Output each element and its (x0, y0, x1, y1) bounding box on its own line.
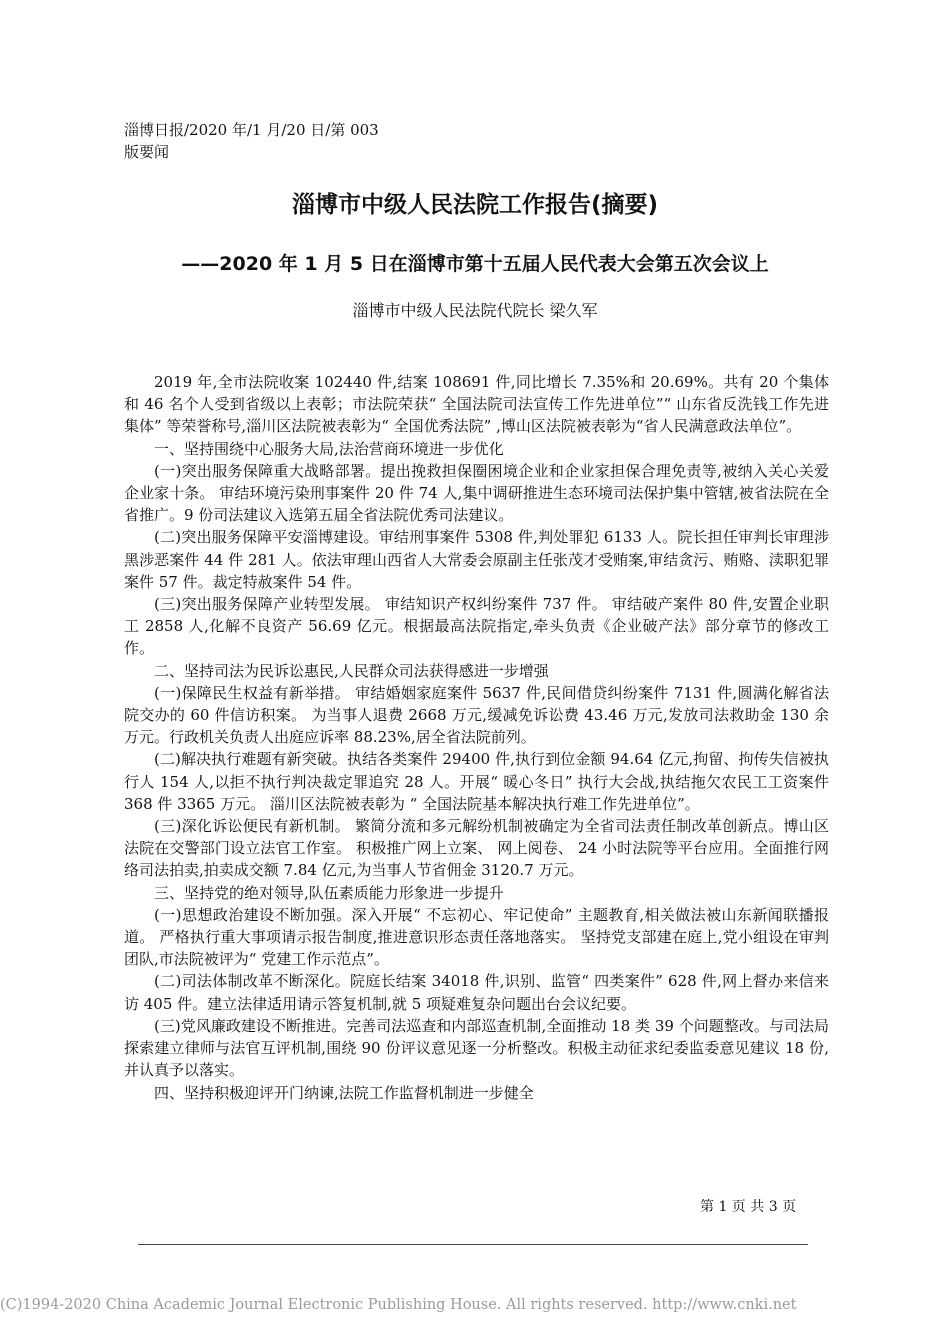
article-body (124, 371, 829, 1104)
section-heading: 一、坚持围绕中心服务大局,法治营商环境进一步优化 (154, 439, 504, 458)
section-heading: 三、坚持党的绝对领导,队伍素质能力形象进一步提升 (154, 883, 504, 902)
section-heading: 四、坚持积极迎评开门纳谏,法院工作监督机制进一步健全 (154, 1083, 534, 1102)
paragraph: (一)思想政治建设不断加强。深入开展“ 不忘初心、牢记使命” 主题教育,相关做法被山东新闻联播报道。 严格执行重大事项请示报告制度,推进意识形态责任落地落实。 坚持党支部建在庭上,党小组设在审判团队,市法院被评为“ 党建工作示范点”。 (124, 905, 829, 969)
page-title: 淄博市中级人民法院工作报告(摘要) (291, 192, 659, 218)
page-number: 第 1 页 共 3 页 (700, 1199, 797, 1215)
paragraph: 2019 年,全市法院收案 102440 件,结案 108691 件,同比增长 7.35%和 20.69%。共有 20 个集体和 46 名个人受到省级以上表彰；市法院荣获“ 全国法院司法宣传工作先进单位”“ 山东省反洗钱工作先进集体” 等荣誉称号,淄川区法院被表彰为“ 全国优秀法院” ,博山区法院被表彰为“省人民满意政法单位”。 (124, 373, 829, 436)
paragraph: (一)保障民生权益有新举措。 审结婚姻家庭案件 5637 件,民间借贷纠纷案件 7131 件,圆满化解省法院交办的 60 件信访积案。 为当事人退费 2668 万元,缓减免诉讼费 43.46 万元,发放司法救助金 130 余万元。行政机关负责人出庭应诉率 88.23%,居全省法院前列。 (124, 683, 829, 747)
section-heading: 二、坚持司法为民诉讼惠民,人民群众司法获得感进一步增强 (154, 661, 549, 680)
source-line: 版要闻 (124, 143, 170, 161)
paragraph: (二)突出服务保障平安淄博建设。审结刑事案件 5308 件,判处罪犯 6133 人。院长担任审判长审理涉黑涉恶案件 44 件 281 人。依法审理山西省人大常委会原副主任张茂才受贿案,审结贪污、贿赂、渎职犯罪案件 57 件。裁定特赦案件 54 件。 (124, 528, 829, 591)
paragraph: (三)突出服务保障产业转型发展。 审结知识产权纠纷案件 737 件。 审结破产案件 80 件,安置企业职工 2858 人,化解不良资产 56.69 亿元。根据最高法院指定,牵头负责《企业破产法》部分章节的修改工作。 (124, 595, 829, 658)
paragraph: (二)司法体制改革不断深化。院庭长结案 34018 件,识别、监管“ 四类案件” 628 件,网上督办来信来访 405 件。建立法律适用请示答复机制,就 5 项疑难复杂问题出台会议纪要。 (124, 972, 829, 1013)
copyright-notice: (C)1994-2020 China Academic Journal Electronic Publishing House. All rights reserved. http://www.cnki.net (0, 1297, 797, 1313)
page-subtitle: ——2020 年 1 月 5 日在淄博市第十五届人民代表大会第五次会议上 (181, 253, 769, 275)
paragraph: (三)党风廉政建设不断推进。完善司法巡查和内部巡查机制,全面推动 18 类 39 个问题整改。与司法局探索建立律师与法官互评机制,围绕 90 份评议意见逐一分析整改。积极主动征求纪委监委意见建议 18 份,并认真予以落实。 (124, 1016, 829, 1080)
author-line: 淄博市中级人民法院代院长 梁久军 (352, 301, 598, 320)
source-info (124, 119, 379, 163)
paragraph: (三)深化诉讼便民有新机制。 繁简分流和多元解纷机制被确定为全省司法责任制改革创新点。博山区法院在交警部门设立法官工作室。 积极推广网上立案、 网上阅卷、 24 小时法院等平台应用。全面推行网络司法拍卖,拍卖成交额 7.84 亿元,为当事人节省佣金 3120.7 万元。 (124, 817, 829, 880)
paragraph: (二)解决执行难题有新突破。执结各类案件 29400 件,执行到位金额 94.64 亿元,拘留、拘传失信被执行人 154 人,以拒不执行判决裁定罪追究 28 人。开展“ 暖心冬日” 执行大会战,执结拖欠农民工工资案件 368 件 3365 万元。 淄川区法院被表彰为 “ 全国法院基本解决执行难工作先进单位”。 (124, 750, 829, 813)
paragraph: (一)突出服务保障重大战略部署。提出挽救担保圈困境企业和企业家担保合理免责等,被纳入关心关爱企业家十条。 审结环境污染刑事案件 20 件 74 人,集中调研推进生态环境司法保护集中管辖,被省法院在全省推广。9 份司法建议入选第五届全省法院优秀司法建议。 (124, 461, 829, 525)
footer-divider (138, 1244, 808, 1245)
source-line: 淄博日报/2020 年/1 月/20 日/第 003 (124, 121, 379, 139)
